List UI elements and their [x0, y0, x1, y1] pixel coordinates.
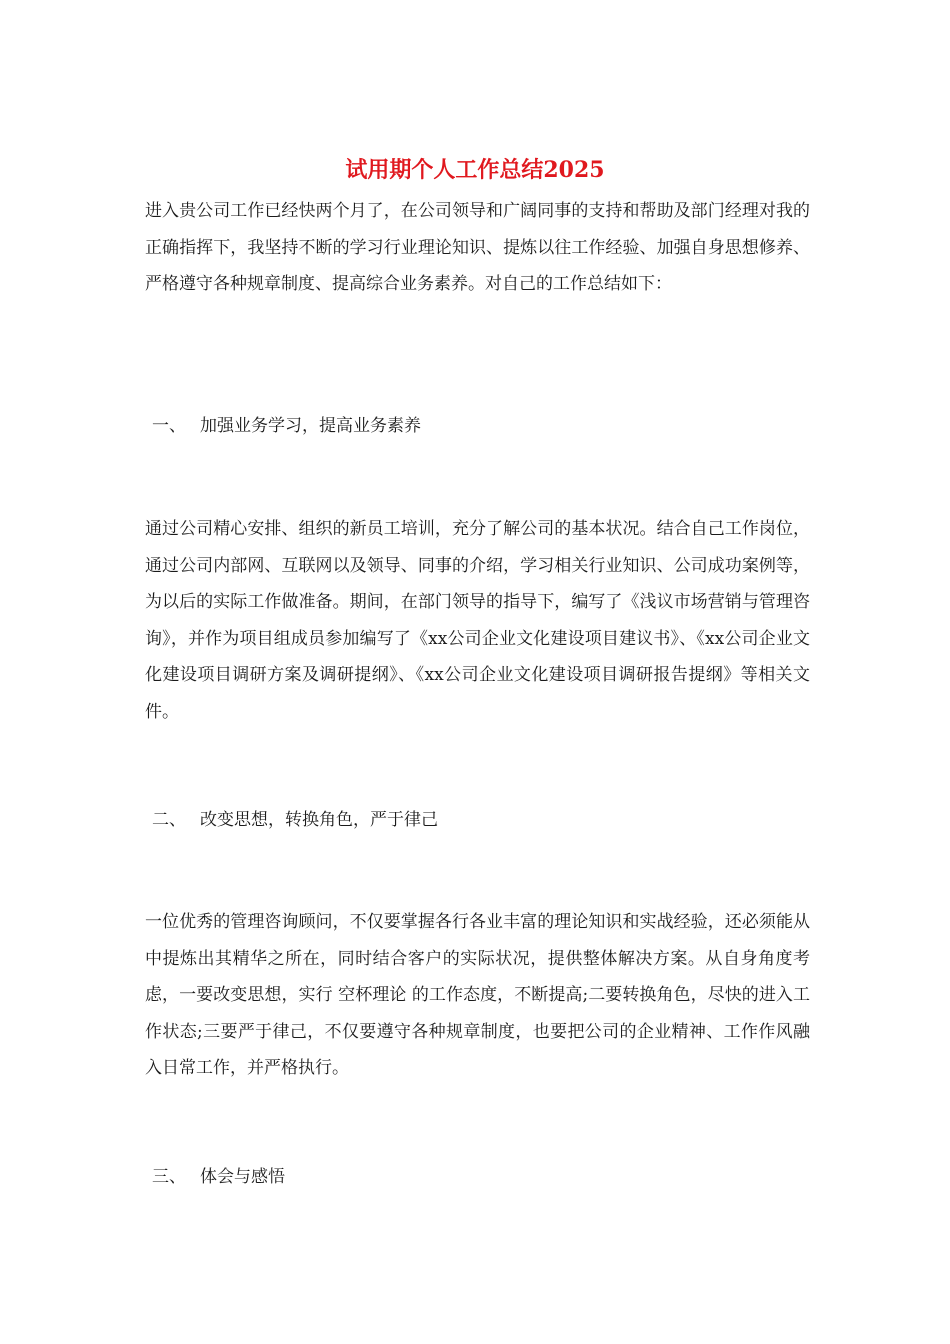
section-heading-3 [152, 1159, 285, 1195]
section-number-1: 一、 [152, 416, 186, 436]
section-heading-2 [152, 802, 438, 838]
document-title: 试用期个人工作总结2025 [345, 157, 605, 183]
section-body-1: 通过公司精心安排、组织的新员工培训，充分了解公司的基本状况。结合自己工作岗位，通过公司内部网、互联网以及领导、同事的介绍，学习相关行业知识、公司成功案例等，为以后的实际工作做准备。期间，在部门领导的指导下，编写了《浅议市场营销与管理咨询》，并作为项目组成员参加编写了《xx公司企业文化建设项目建议书》、《xx公司企业文化建设项目调研方案及调研提纲》、《xx公司企业文化建设项目调研报告提纲》等相关文件。 [145, 519, 810, 722]
section-body-2: 一位优秀的管理咨询顾问，不仅要掌握各行各业丰富的理论知识和实战经验，还必须能从中提炼出其精华之所在，同时结合客户的实际状况，提供整体解决方案。从自身角度考虑，一要改变思想，实行 空杯理论 的工作态度，不断提高;二要转换角色，尽快的进入工作状态;三要严于律己，不仅要遵守各种规章制度，也要把公司的企业精神、工作作风融入日常工作，并严格执行。 [145, 912, 810, 1078]
section-title-1: 加强业务学习，提高业务素养 [200, 416, 421, 436]
section-title-3: 体会与感悟 [200, 1167, 285, 1187]
section-title-2: 改变思想，转换角色，严于律己 [200, 810, 438, 830]
intro-paragraph: 进入贵公司工作已经快两个月了，在公司领导和广阔同事的支持和帮助及部门经理对我的正确指挥下，我坚持不断的学习行业理论知识、提炼以往工作经验、加强自身思想修养、严格遵守各种规章制度、提高综合业务素养。对自己的工作总结如下： [145, 201, 810, 294]
section-number-2: 二、 [152, 810, 186, 830]
section-number-3: 三、 [152, 1167, 186, 1187]
section-heading-1 [152, 408, 421, 444]
